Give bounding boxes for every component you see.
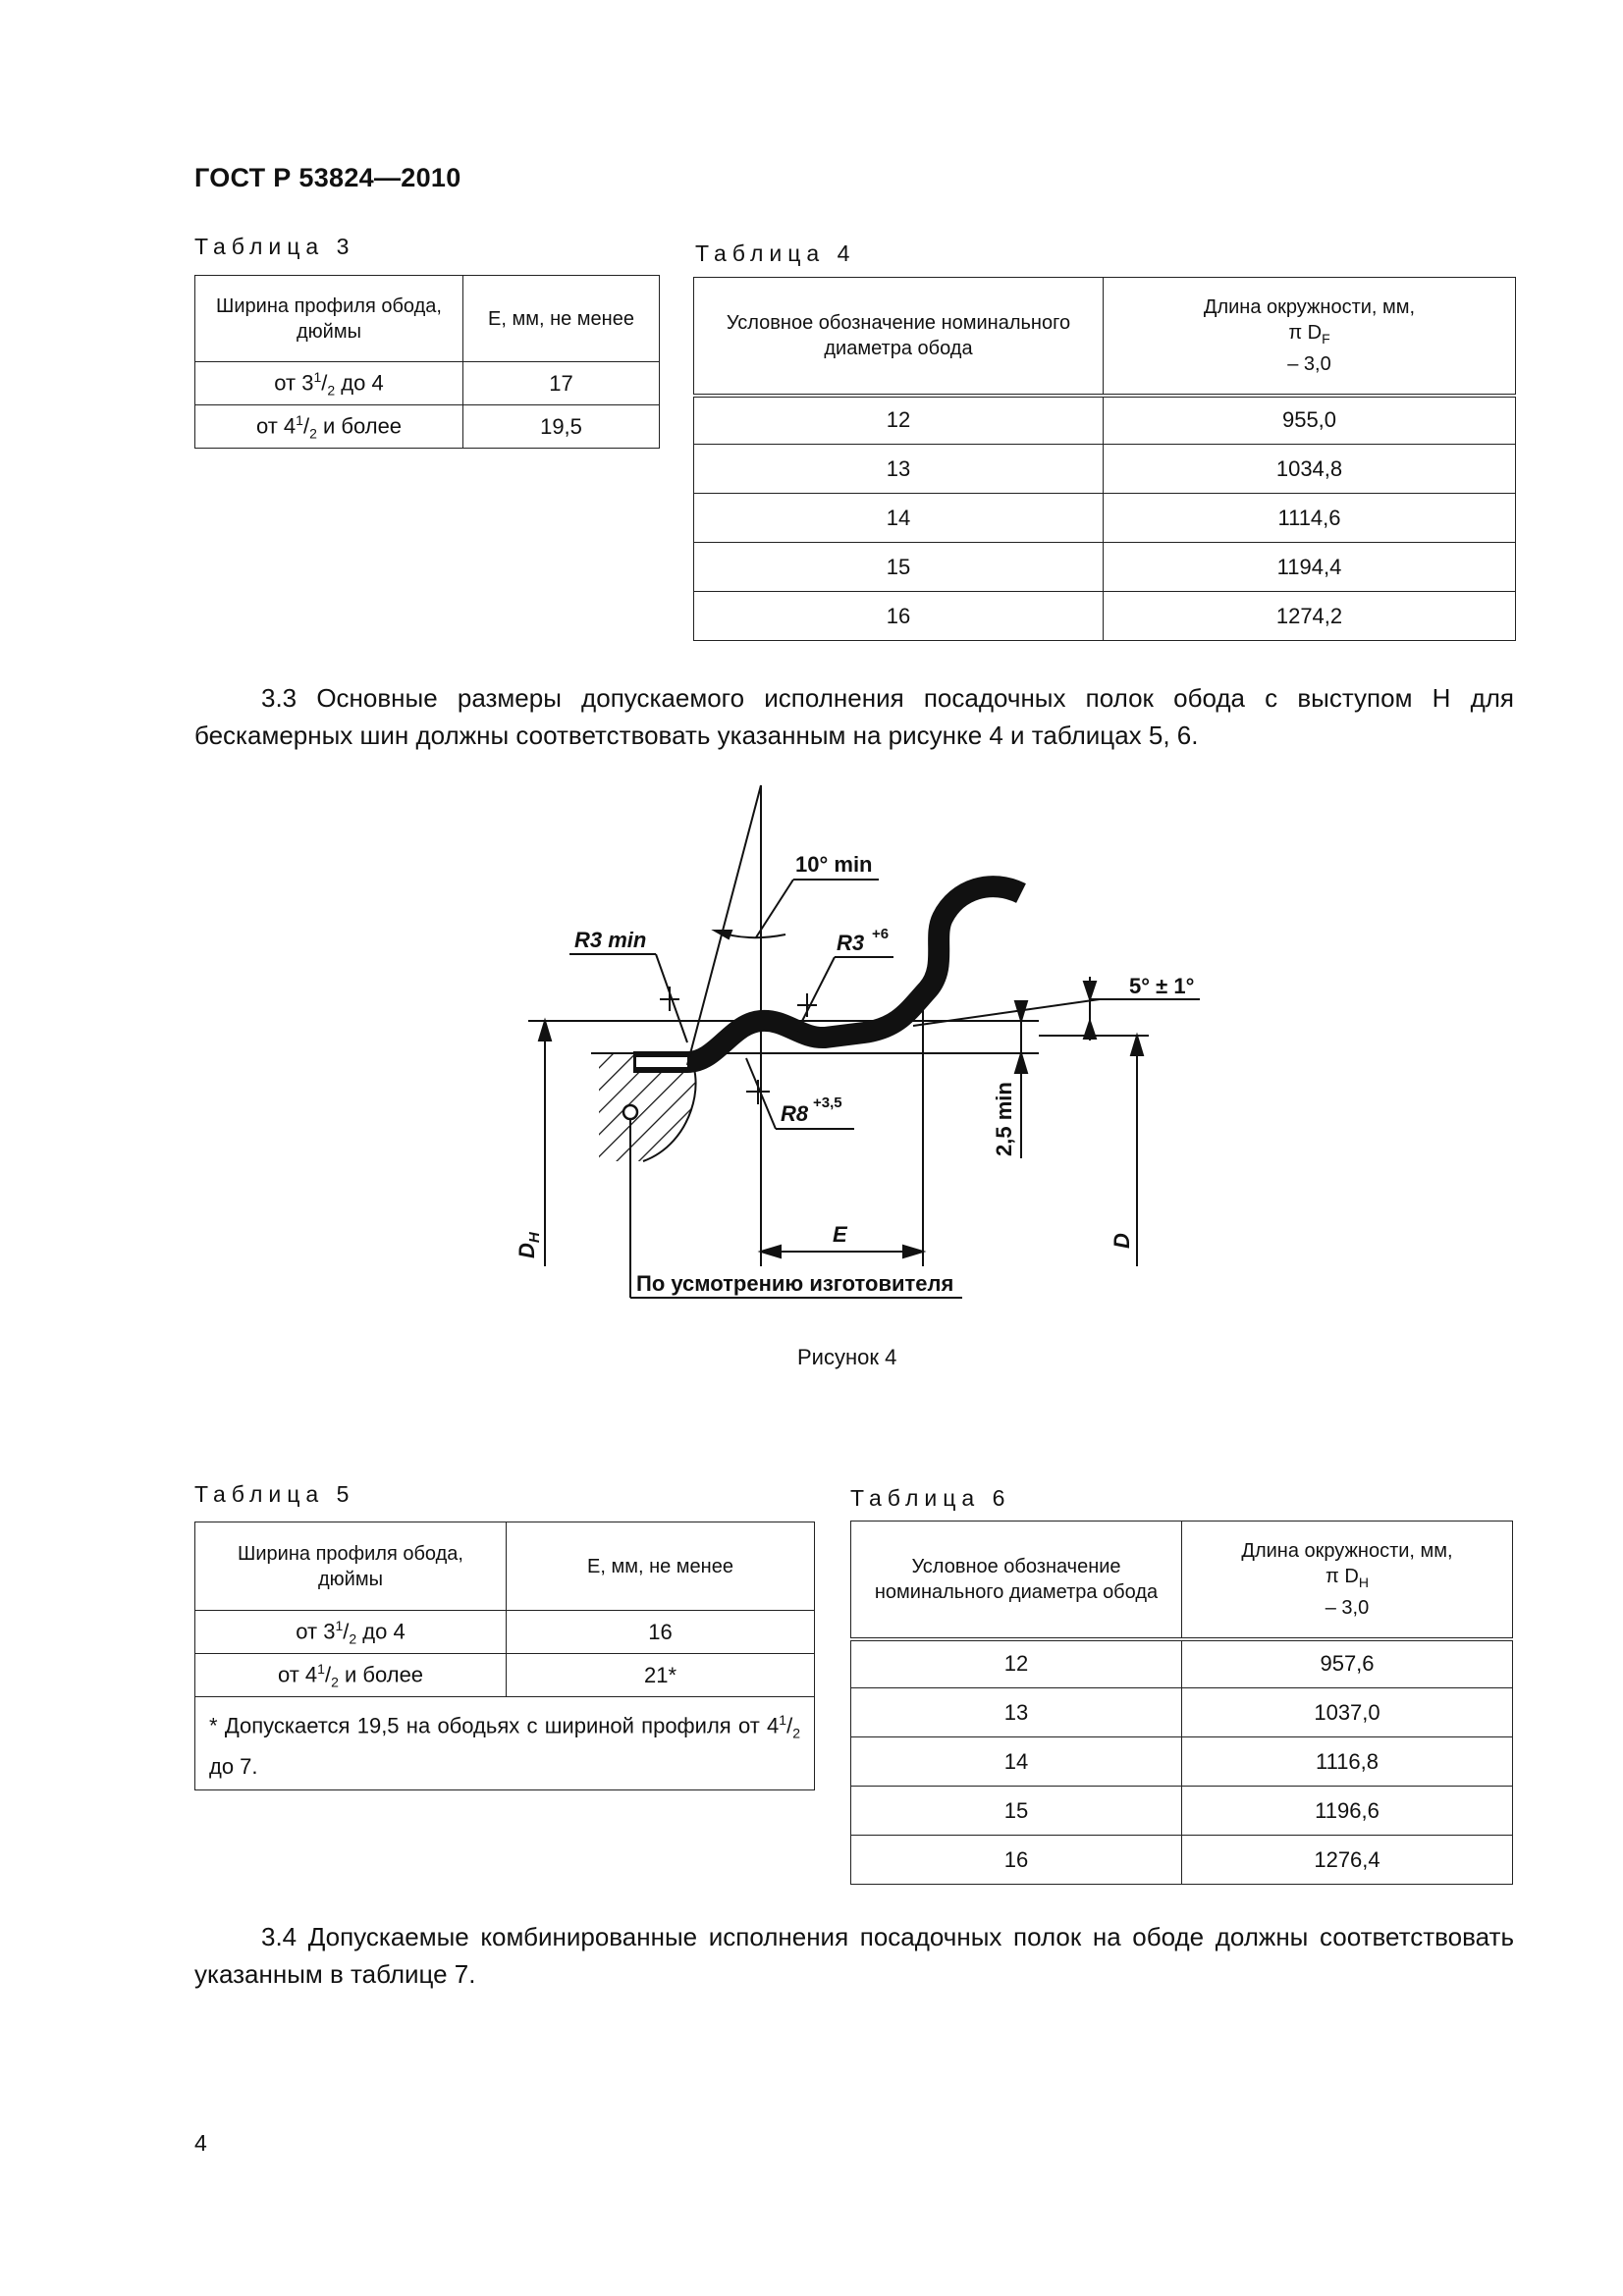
table-row: от $3^1/_2$ до 4 16: [195, 1611, 815, 1654]
table-row: от $4^1/_2$ и более 21*: [195, 1654, 815, 1697]
label-r3-tol: +6: [872, 926, 890, 942]
table3-header-width: Ширина профиля обода, дюймы: [195, 276, 463, 362]
table-row: 13 1037,0: [851, 1688, 1513, 1737]
label-r3: R3: [837, 931, 865, 955]
table4-caption: Таблица 4: [695, 240, 856, 266]
table6: [850, 1521, 1513, 1885]
table-row: 12 955,0: [694, 396, 1516, 445]
label-manufacturer-note: По усмотрению изготовителя: [636, 1271, 954, 1296]
label-r8-tol: +3,5: [813, 1095, 842, 1111]
table5-footnote: * Допускается 19,5 на ободьях с шириной профиля от $4^1/_2$ до 7.: [195, 1697, 815, 1790]
table3-e-cell: 19,5: [463, 405, 660, 449]
label-10deg: 10° min: [795, 852, 873, 877]
table-row: [195, 405, 660, 449]
table5-header-e: Е, мм, не менее: [507, 1522, 815, 1611]
figure-4-drawing: [0, 775, 1623, 1325]
table3-header-e: Е, мм, не менее: [463, 276, 660, 362]
table6-caption: Таблица 6: [850, 1485, 1011, 1511]
label-2-5min: 2,5 min: [992, 1082, 1016, 1156]
label-d: D: [1109, 1233, 1134, 1249]
table-row: 14 1116,8: [851, 1737, 1513, 1787]
table5: [194, 1522, 815, 1790]
table-row: 16 1276,4: [851, 1836, 1513, 1885]
table-row: [195, 362, 660, 405]
table6-header-length: Длина окружности, мм, π $D_H$ – 3,0: [1182, 1522, 1513, 1639]
table3-e-cell: 17: [463, 362, 660, 405]
table-row: 13 1034,8: [694, 445, 1516, 494]
document-header: ГОСТ Р 53824—2010: [194, 163, 461, 192]
table3-width-cell: от $4^1/_2$ и более: [195, 405, 463, 449]
table6-header-diameter: Условное обозначение номинального диаметра обода: [851, 1522, 1182, 1639]
figure-4-caption: Рисунок 4: [797, 1345, 897, 1369]
table5-caption: Таблица 5: [194, 1481, 355, 1507]
label-e: E: [833, 1222, 847, 1247]
table3: [194, 275, 660, 449]
paragraph-3-3: 3.3 Основные размеры допускаемого исполнения посадочных полок обода с выступом Н для бескамерных шин должны соответствовать указанным на рисунке 4 и таблицах 5, 6.: [194, 683, 1514, 750]
table3-caption: Таблица 3: [194, 234, 355, 259]
table-row: 16 1274,2: [694, 592, 1516, 641]
page-number: 4: [194, 2130, 207, 2156]
table5-header-width: Ширина профиля обода, дюймы: [195, 1522, 507, 1611]
label-r3min: R3 min: [574, 928, 647, 952]
label-r8: R8: [781, 1101, 809, 1126]
table4-header-length: Длина окружности, мм, π $D_F$ – 3,0: [1104, 278, 1516, 396]
table4: [693, 277, 1516, 641]
table-row: 12 957,6: [851, 1639, 1513, 1688]
table-row: 14 1114,6: [694, 494, 1516, 543]
label-5deg: 5° ± 1°: [1129, 974, 1195, 998]
paragraph-3-4: 3.4 Допускаемые комбинированные исполнения посадочных полок на ободе должны соответствовать указанным в таблице 7.: [194, 1922, 1514, 1989]
table-row: 15 1194,4: [694, 543, 1516, 592]
table4-header-diameter: Условное обозначение номинального диаметра обода: [694, 278, 1104, 396]
label-dh: $D_H$: [514, 1232, 543, 1258]
table3-width-cell: от $3^1/_2$ до 4: [195, 362, 463, 405]
table-row: 15 1196,6: [851, 1787, 1513, 1836]
